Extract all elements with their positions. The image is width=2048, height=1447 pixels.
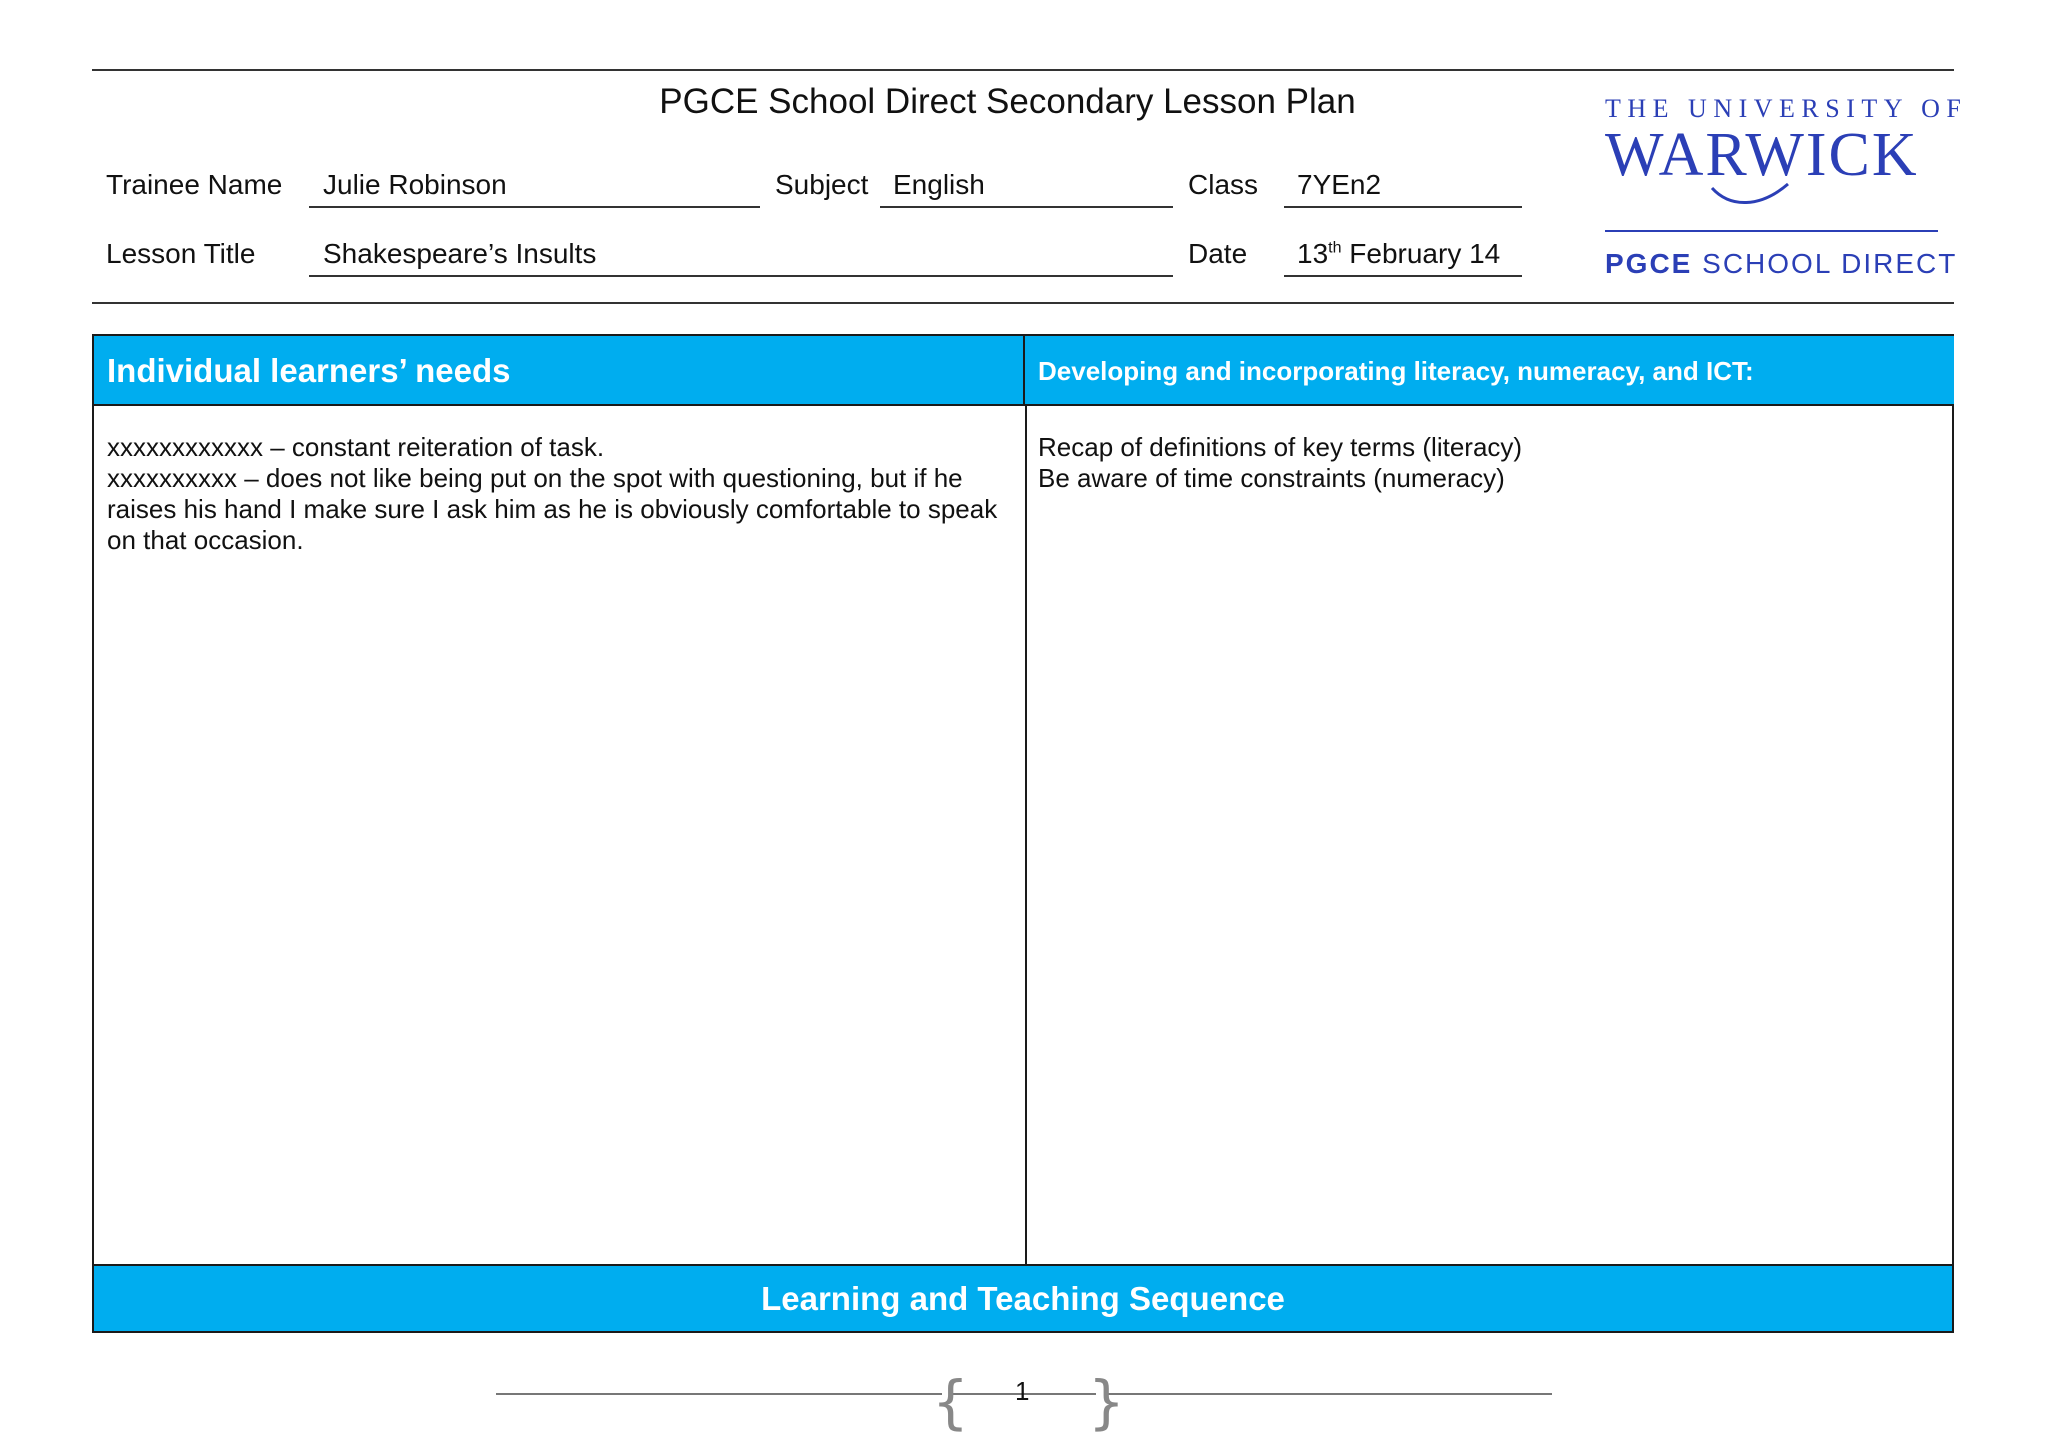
class-label: Class <box>1188 169 1259 200</box>
date-underline <box>1284 275 1522 277</box>
class-value: 7YEn2 <box>1297 169 1382 200</box>
top-rule <box>92 69 1954 71</box>
class-underline <box>1284 206 1522 208</box>
logo-program <box>1605 248 1957 280</box>
logo-divider <box>1605 230 1938 232</box>
date-rest: February 14 <box>1341 238 1501 269</box>
column-separator <box>1025 404 1027 1266</box>
page-footer-line-left <box>496 1393 942 1395</box>
page-footer-line-right <box>1104 1393 1552 1395</box>
trainee-name-label: Trainee Name <box>106 169 283 200</box>
logo-swoosh-icon <box>1710 182 1790 210</box>
learners-needs-line: xxxxxxxxxx – does not like being put on the spot with questioning, but if he raises his hand I make sure I ask him as he is obviously comfortable to speak on that occasion. <box>107 463 998 555</box>
warwick-logo <box>1600 90 1968 290</box>
date-suffix: th <box>1328 239 1342 257</box>
trainee-name-value: Julie Robinson <box>323 169 507 200</box>
date-value <box>1297 238 1500 270</box>
learners-needs-header: Individual learners’ needs <box>94 336 1025 404</box>
lesson-title-underline <box>309 275 1173 277</box>
header-bottom-rule <box>92 302 1954 304</box>
logo-university-line: THE UNIVERSITY OF <box>1605 94 1968 123</box>
lesson-table <box>92 334 1954 1333</box>
learners-needs-line: xxxxxxxxxxxx – constant reiteration of task. <box>107 432 605 462</box>
document-title: PGCE School Direct Secondary Lesson Plan <box>659 82 1356 121</box>
subject-value: English <box>893 169 985 200</box>
date-day: 13 <box>1297 238 1329 269</box>
page-bracket-right-icon: } <box>1088 1368 1125 1436</box>
lesson-title-value: Shakespeare’s Insults <box>323 238 597 269</box>
page-number: 1 <box>1015 1376 1030 1406</box>
literacy-numeracy-line: Be aware of time constraints (numeracy) <box>1038 463 1505 493</box>
learners-needs-content <box>107 432 1017 556</box>
trainee-name-underline <box>309 206 760 208</box>
literacy-numeracy-ict-header: Developing and incorporating literacy, numeracy, and ICT: <box>1025 336 1954 404</box>
logo-program-rest: SCHOOL DIRECT <box>1692 248 1958 279</box>
logo-warwick-wordmark: WARWICK <box>1605 121 1919 189</box>
literacy-numeracy-line: Recap of definitions of key terms (literacy) <box>1038 432 1523 462</box>
date-label: Date <box>1188 238 1248 269</box>
subject-label: Subject <box>775 169 869 200</box>
page-bracket-left-icon: { <box>932 1368 969 1436</box>
literacy-numeracy-ict-content <box>1038 432 1938 494</box>
header-separator <box>94 404 1952 406</box>
subject-underline <box>880 206 1173 208</box>
learning-teaching-sequence-header: Learning and Teaching Sequence <box>94 1264 1952 1331</box>
lesson-title-label: Lesson Title <box>106 238 256 269</box>
logo-program-bold: PGCE <box>1605 248 1693 279</box>
